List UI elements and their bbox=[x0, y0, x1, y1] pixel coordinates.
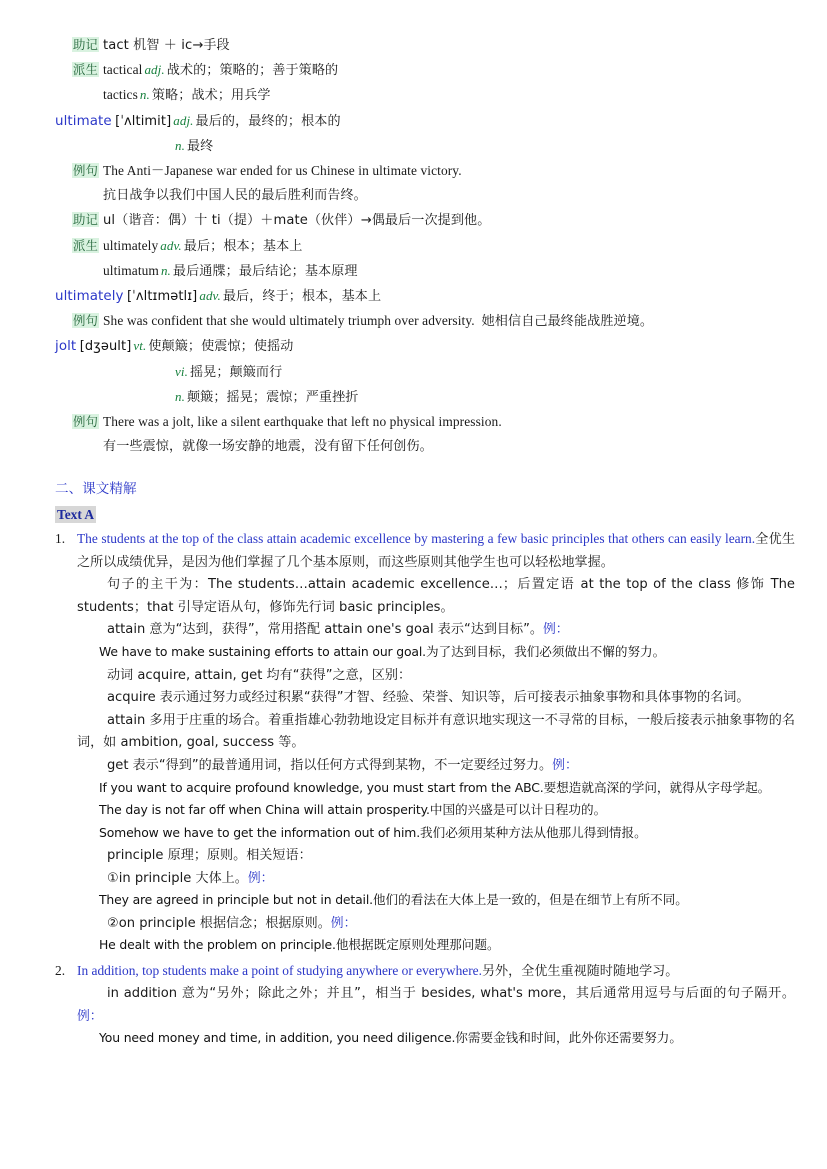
example-en: You need money and time, in addition, you need diligence. bbox=[99, 1030, 456, 1046]
example-badge: 例句 bbox=[73, 163, 98, 179]
example-row bbox=[55, 410, 795, 434]
headword-extra-sense bbox=[55, 134, 795, 159]
headword: ultimately bbox=[55, 289, 124, 305]
example-sentence-en: There was a jolt, like a silent earthquake that left no physical impression. bbox=[102, 414, 502, 430]
mnemonic-row bbox=[55, 33, 795, 58]
headword-entry bbox=[55, 334, 795, 359]
note-text: get 表示“得到”的最普通用词，指以任何方式得到某物，不一定要经过努力。 bbox=[107, 757, 553, 773]
mnemonic-text: ul（谐音：偶）十 ti（提）＋mate（伙伴）→偶最后一次提到他。 bbox=[102, 213, 491, 229]
mnemonic-badge: 助记 bbox=[73, 37, 98, 52]
note-text: in addition 意为“另外；除此之外；并且”，相当于 besides, what's more，其后通常用逗号与后面的句子隔开。 bbox=[107, 986, 795, 1002]
analysis-source bbox=[77, 528, 795, 573]
analysis-example bbox=[77, 822, 795, 845]
section-heading: 二、课文精解 bbox=[55, 481, 137, 498]
analysis-example bbox=[77, 777, 795, 800]
note-text: ①in principle 大体上。 bbox=[107, 870, 248, 886]
derivative-definition: 策略；战术；用兵学 bbox=[151, 88, 271, 104]
derivative-definition: 最后通牒；最后结论；基本原理 bbox=[172, 263, 358, 279]
page-content bbox=[55, 33, 795, 1050]
analysis-example bbox=[77, 889, 795, 912]
example-row bbox=[55, 159, 795, 183]
derivative-pos: n. bbox=[160, 262, 171, 278]
derivative-pos: adv. bbox=[160, 237, 182, 253]
headword-entry bbox=[55, 109, 795, 134]
headword-entry bbox=[55, 284, 795, 309]
example-cn: 你需要金钱和时间，此外你还需要努力。 bbox=[455, 1030, 682, 1046]
analysis-note bbox=[77, 912, 795, 935]
note-text: acquire 表示通过努力或经过积累“获得”才智、经验、荣誉、知识等，后可接表示抽象事物和具体事物的名词。 bbox=[107, 690, 750, 706]
analysis-number: 2. bbox=[55, 962, 66, 978]
analysis-note bbox=[77, 618, 795, 641]
example-badge: 例句 bbox=[73, 414, 98, 430]
headword: ultimate bbox=[55, 113, 112, 129]
example-sentence-cn: 她相信自己最终能战胜逆境。 bbox=[481, 314, 654, 330]
derivative-pos: n. bbox=[139, 87, 150, 103]
note-text: principle 原理；原则。相关短语： bbox=[107, 848, 312, 864]
analysis-note bbox=[77, 867, 795, 890]
derivative-word: ultimately bbox=[102, 237, 159, 253]
example-en: If you want to acquire profound knowledge, you must start from the ABC. bbox=[99, 779, 544, 795]
analysis-source-en: In addition, top students make a point of studying anywhere or everywhere. bbox=[77, 962, 482, 978]
analysis-item bbox=[55, 528, 795, 956]
example-sentence-en: The Anti－Japanese war ended for us Chinese in ultimate victory. bbox=[102, 163, 462, 179]
example-marker: 例： bbox=[247, 870, 274, 886]
example-en: The day is not far off when China will attain prosperity. bbox=[99, 802, 430, 818]
analysis-note bbox=[77, 982, 795, 1027]
text-label-row bbox=[55, 504, 795, 525]
analysis-source-cn: 全优生之所以成绩优异，是因为他们掌握了几个基本原则，而这些原则其他学生也可以轻松地掌握。 bbox=[77, 532, 795, 570]
derivative-definition: 最后；根本；基本上 bbox=[183, 238, 303, 254]
note-text: attain 多用于庄重的场合。着重指雄心勃勃地设定目标并有意识地实现这一不寻常的目标，一般后接表示抽象事物的名词，如 ambition, goal, success 等。 bbox=[77, 712, 795, 751]
note-text: ②on principle 根据信念；根据原则。 bbox=[107, 915, 331, 931]
note-text: attain 意为“达到，获得”，常用搭配 attain one's goal 表示“达到目标”。 bbox=[107, 622, 543, 638]
text-a-label: Text A bbox=[57, 507, 95, 523]
example-marker: 例： bbox=[77, 1008, 103, 1024]
part-of-speech: vt. bbox=[133, 338, 147, 354]
analysis-example bbox=[77, 934, 795, 957]
derivative-row bbox=[55, 234, 795, 259]
note-text: 句子的主干为：The students…attain academic excellence…；后置定语 at the top of the class 修饰 The students；that 引导定语从句，修饰先行词 basic principles。 bbox=[77, 577, 795, 615]
derivative-word: ultimatum bbox=[103, 262, 159, 278]
derivative-badge: 派生 bbox=[73, 237, 98, 253]
analysis-source-en: The students at the top of the class attain academic excellence by mastering a few basic principles that others can easily learn. bbox=[77, 531, 756, 547]
example-row bbox=[55, 309, 795, 334]
mnemonic-row bbox=[55, 208, 795, 233]
headword: jolt bbox=[55, 339, 77, 355]
analysis-item bbox=[55, 960, 795, 1050]
analysis-note bbox=[77, 573, 795, 618]
part-of-speech: vi. bbox=[175, 363, 188, 379]
note-text: 动词 acquire, attain, get 均有“获得”之意，区别： bbox=[107, 667, 412, 683]
derivative-word: tactics bbox=[103, 87, 138, 103]
mnemonic-text: tact 机智 ＋ ic→手段 bbox=[102, 38, 230, 53]
example-en: Somehow we have to get the information out of him. bbox=[99, 824, 420, 840]
part-of-speech: adv. bbox=[199, 288, 221, 304]
definition: 最后，终于；根本，基本上 bbox=[222, 289, 382, 305]
phonetic: [dʒəult] bbox=[79, 339, 132, 355]
definition: 最终 bbox=[186, 138, 214, 154]
derivative-word: tactical bbox=[102, 62, 143, 78]
analysis-example bbox=[77, 641, 795, 664]
analysis-example bbox=[77, 1027, 795, 1050]
definition: 摇晃；颠簸而行 bbox=[189, 364, 283, 380]
example-marker: 例： bbox=[330, 915, 357, 931]
example-cn: 中国的兴盛是可以计日程功的。 bbox=[429, 802, 607, 818]
example-cn: 他们的看法在大体上是一致的，但是在细节上有所不同。 bbox=[372, 892, 688, 908]
example-translation-row bbox=[55, 434, 795, 459]
example-en: He dealt with the problem on principle. bbox=[99, 937, 336, 953]
part-of-speech: n. bbox=[175, 388, 185, 404]
example-marker: 例： bbox=[543, 622, 569, 638]
analysis-note bbox=[77, 844, 795, 867]
analysis-example bbox=[77, 799, 795, 822]
derivative-row bbox=[55, 58, 795, 83]
example-cn: 我们必须用某种方法从他那儿得到情报。 bbox=[420, 824, 647, 840]
mnemonic-badge: 助记 bbox=[73, 212, 98, 228]
analysis-source bbox=[77, 960, 795, 982]
definition: 使颠簸；使震惊；使摇动 bbox=[148, 339, 294, 355]
phonetic: [ˈʌltimit] bbox=[115, 113, 172, 129]
derivative-definition: 战术的；策略的；善于策略的 bbox=[166, 63, 339, 79]
derivative-row bbox=[55, 83, 795, 108]
phonetic: [ˈʌltɪmətlɪ] bbox=[127, 289, 198, 305]
definition: 最后的，最终的；根本的 bbox=[195, 113, 341, 129]
example-marker: 例： bbox=[552, 757, 578, 773]
example-translation-row bbox=[55, 183, 795, 208]
derivative-row bbox=[55, 259, 795, 284]
part-of-speech: n. bbox=[175, 137, 185, 153]
analysis-note bbox=[77, 686, 795, 709]
example-cn: 他根据既定原则处理那问题。 bbox=[335, 937, 500, 953]
analysis-note bbox=[77, 709, 795, 754]
example-badge: 例句 bbox=[73, 313, 98, 329]
analysis-note bbox=[77, 664, 795, 687]
headword-extra-sense bbox=[55, 360, 795, 385]
example-en: We have to make sustaining efforts to attain our goal. bbox=[99, 644, 426, 660]
headword-extra-sense bbox=[55, 385, 795, 410]
part-of-speech: adj. bbox=[173, 112, 194, 128]
example-en: They are agreed in principle but not in detail. bbox=[99, 892, 373, 908]
derivative-badge: 派生 bbox=[73, 62, 98, 78]
derivative-pos: adj. bbox=[144, 62, 165, 78]
example-sentence-en: She was confident that she would ultimately triumph over adversity. bbox=[102, 313, 475, 329]
example-sentence-cn: 抗日战争以我们中国人民的最后胜利而告终。 bbox=[103, 188, 367, 204]
example-cn: 为了达到目标，我们必须做出不懈的努力。 bbox=[425, 644, 666, 660]
example-cn: 要想造就高深的学问，就得从字母学起。 bbox=[543, 779, 771, 795]
example-sentence-cn: 有一些震惊，就像一场安静的地震，没有留下任何创伤。 bbox=[103, 439, 433, 455]
analysis-number: 1. bbox=[55, 531, 66, 547]
analysis-source-cn: 另外，全优生重视随时随地学习。 bbox=[481, 963, 679, 979]
analysis-note bbox=[77, 754, 795, 777]
definition: 颠簸；摇晃；震惊；严重挫折 bbox=[186, 389, 359, 405]
